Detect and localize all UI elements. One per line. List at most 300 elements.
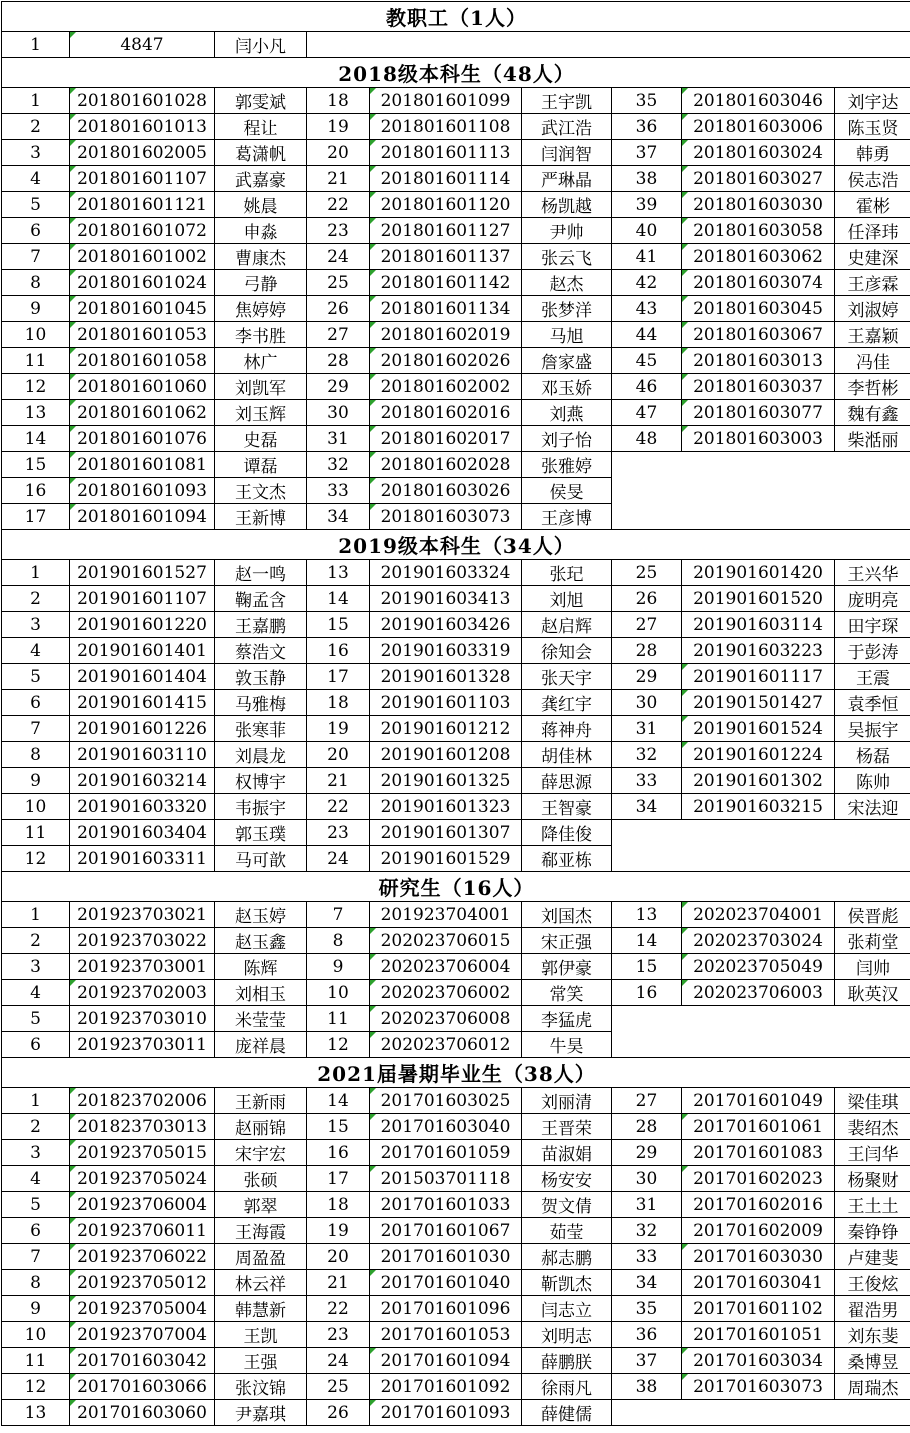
index-cell[interactable]: 47	[612, 400, 682, 426]
id-cell[interactable]: 201801601076	[70, 426, 215, 452]
index-cell[interactable]: 3	[2, 1140, 70, 1166]
index-cell[interactable]: 26	[307, 296, 370, 322]
index-cell[interactable]: 39	[612, 192, 682, 218]
index-cell[interactable]: 15	[307, 1114, 370, 1140]
id-cell[interactable]: 201801601013	[70, 114, 215, 140]
index-cell[interactable]: 37	[612, 140, 682, 166]
name-cell[interactable]: 庞祥晨	[215, 1032, 307, 1058]
id-cell[interactable]: 201701602016	[682, 1192, 835, 1218]
index-cell[interactable]: 7	[2, 716, 70, 742]
index-cell[interactable]: 31	[307, 426, 370, 452]
id-cell[interactable]: 201801601028	[70, 88, 215, 114]
name-cell[interactable]: 赵一鸣	[215, 560, 307, 586]
name-cell[interactable]: 柴湉丽	[835, 426, 910, 452]
name-cell[interactable]: 申淼	[215, 218, 307, 244]
name-cell[interactable]: 张玘	[522, 560, 612, 586]
name-cell[interactable]: 翟浩男	[835, 1296, 910, 1322]
id-cell[interactable]: 201701601051	[682, 1322, 835, 1348]
index-cell[interactable]: 21	[307, 166, 370, 192]
id-cell[interactable]: 202023703024	[682, 928, 835, 954]
name-cell[interactable]: 郝志鹏	[522, 1244, 612, 1270]
id-cell[interactable]: 202023706015	[370, 928, 522, 954]
id-cell[interactable]: 201801601121	[70, 192, 215, 218]
index-cell[interactable]: 32	[307, 452, 370, 478]
id-cell[interactable]: 201901601208	[370, 742, 522, 768]
name-cell[interactable]: 陈辉	[215, 954, 307, 980]
id-cell[interactable]: 201801601108	[370, 114, 522, 140]
id-cell[interactable]: 201901603426	[370, 612, 522, 638]
index-cell[interactable]: 1	[2, 88, 70, 114]
name-cell[interactable]: 赵玉鑫	[215, 928, 307, 954]
index-cell[interactable]: 29	[612, 664, 682, 690]
name-cell[interactable]: 马雅梅	[215, 690, 307, 716]
name-cell[interactable]: 龚红宇	[522, 690, 612, 716]
empty-cell[interactable]	[307, 32, 910, 58]
id-cell[interactable]: 201823703013	[70, 1114, 215, 1140]
name-cell[interactable]: 刘玉辉	[215, 400, 307, 426]
index-cell[interactable]: 1	[2, 902, 70, 928]
id-cell[interactable]: 202023706002	[370, 980, 522, 1006]
index-cell[interactable]: 2	[2, 586, 70, 612]
id-cell[interactable]: 201701601094	[370, 1348, 522, 1374]
index-cell[interactable]: 42	[612, 270, 682, 296]
name-cell[interactable]: 郭雯斌	[215, 88, 307, 114]
id-cell[interactable]: 201823702006	[70, 1088, 215, 1114]
name-cell[interactable]: 徐知会	[522, 638, 612, 664]
name-cell[interactable]: 刘明志	[522, 1322, 612, 1348]
name-cell[interactable]: 闫小凡	[215, 32, 307, 58]
id-cell[interactable]: 201923703021	[70, 902, 215, 928]
index-cell[interactable]: 18	[307, 1192, 370, 1218]
index-cell[interactable]: 9	[307, 954, 370, 980]
id-cell[interactable]: 201801603077	[682, 400, 835, 426]
index-cell[interactable]: 22	[307, 1296, 370, 1322]
id-cell[interactable]: 201801601024	[70, 270, 215, 296]
name-cell[interactable]: 侯志浩	[835, 166, 910, 192]
index-cell[interactable]: 5	[2, 664, 70, 690]
name-cell[interactable]: 郭玉璞	[215, 820, 307, 846]
index-cell[interactable]: 10	[307, 980, 370, 1006]
name-cell[interactable]: 刘凯军	[215, 374, 307, 400]
name-cell[interactable]: 常笑	[522, 980, 612, 1006]
index-cell[interactable]: 10	[2, 1322, 70, 1348]
name-cell[interactable]: 韩勇	[835, 140, 910, 166]
id-cell[interactable]: 201701603025	[370, 1088, 522, 1114]
index-cell[interactable]: 10	[2, 794, 70, 820]
index-cell[interactable]: 5	[2, 192, 70, 218]
index-cell[interactable]: 17	[307, 664, 370, 690]
id-cell[interactable]: 201701602009	[682, 1218, 835, 1244]
id-cell[interactable]: 201801603030	[682, 192, 835, 218]
id-cell[interactable]: 201701601033	[370, 1192, 522, 1218]
id-cell[interactable]: 201801601113	[370, 140, 522, 166]
index-cell[interactable]: 11	[2, 1348, 70, 1374]
name-cell[interactable]: 刘丽清	[522, 1088, 612, 1114]
name-cell[interactable]: 耿英汉	[835, 980, 910, 1006]
id-cell[interactable]: 201801601045	[70, 296, 215, 322]
index-cell[interactable]: 8	[2, 1270, 70, 1296]
name-cell[interactable]: 郭伊豪	[522, 954, 612, 980]
index-cell[interactable]: 24	[307, 244, 370, 270]
index-cell[interactable]: 3	[2, 954, 70, 980]
id-cell[interactable]: 201801601134	[370, 296, 522, 322]
name-cell[interactable]: 霍彬	[835, 192, 910, 218]
name-cell[interactable]: 宋正强	[522, 928, 612, 954]
name-cell[interactable]: 王闫华	[835, 1140, 910, 1166]
name-cell[interactable]: 刘东斐	[835, 1322, 910, 1348]
index-cell[interactable]: 19	[307, 1218, 370, 1244]
index-cell[interactable]: 9	[2, 296, 70, 322]
id-cell[interactable]: 201901601328	[370, 664, 522, 690]
id-cell[interactable]: 201701601053	[370, 1322, 522, 1348]
name-cell[interactable]: 刘旭	[522, 586, 612, 612]
id-cell[interactable]: 201801601137	[370, 244, 522, 270]
index-cell[interactable]: 30	[612, 1166, 682, 1192]
empty-cell[interactable]	[612, 1006, 910, 1058]
id-cell[interactable]: 201701603073	[682, 1374, 835, 1400]
index-cell[interactable]: 14	[2, 426, 70, 452]
index-cell[interactable]: 17	[2, 504, 70, 530]
id-cell[interactable]: 201801603024	[682, 140, 835, 166]
name-cell[interactable]: 闫志立	[522, 1296, 612, 1322]
name-cell[interactable]: 周瑞杰	[835, 1374, 910, 1400]
index-cell[interactable]: 11	[2, 348, 70, 374]
id-cell[interactable]: 201901603324	[370, 560, 522, 586]
id-cell[interactable]: 201701601083	[682, 1140, 835, 1166]
name-cell[interactable]: 李哲彬	[835, 374, 910, 400]
name-cell[interactable]: 裴绍杰	[835, 1114, 910, 1140]
id-cell[interactable]: 4847	[70, 32, 215, 58]
name-cell[interactable]: 赵丽锦	[215, 1114, 307, 1140]
id-cell[interactable]: 201901601520	[682, 586, 835, 612]
index-cell[interactable]: 15	[307, 612, 370, 638]
name-cell[interactable]: 王新雨	[215, 1088, 307, 1114]
name-cell[interactable]: 张寒菲	[215, 716, 307, 742]
id-cell[interactable]: 201901501427	[682, 690, 835, 716]
index-cell[interactable]: 25	[307, 1374, 370, 1400]
index-cell[interactable]: 16	[612, 980, 682, 1006]
id-cell[interactable]: 201801603067	[682, 322, 835, 348]
index-cell[interactable]: 24	[307, 846, 370, 872]
name-cell[interactable]: 张汶锦	[215, 1374, 307, 1400]
id-cell[interactable]: 201801603046	[682, 88, 835, 114]
id-cell[interactable]: 201901603413	[370, 586, 522, 612]
id-cell[interactable]: 201801601114	[370, 166, 522, 192]
index-cell[interactable]: 7	[2, 1244, 70, 1270]
id-cell[interactable]: 201701601061	[682, 1114, 835, 1140]
id-cell[interactable]: 202023705049	[682, 954, 835, 980]
section-header[interactable]: 2019级本科生（34人）	[2, 530, 910, 560]
name-cell[interactable]: 茹莹	[522, 1218, 612, 1244]
index-cell[interactable]: 15	[2, 452, 70, 478]
index-cell[interactable]: 25	[612, 560, 682, 586]
index-cell[interactable]: 34	[307, 504, 370, 530]
empty-cell[interactable]	[612, 820, 910, 872]
name-cell[interactable]: 米莹莹	[215, 1006, 307, 1032]
name-cell[interactable]: 尹嘉琪	[215, 1400, 307, 1426]
index-cell[interactable]: 18	[307, 690, 370, 716]
name-cell[interactable]: 王俊炫	[835, 1270, 910, 1296]
id-cell[interactable]: 201923707004	[70, 1322, 215, 1348]
id-cell[interactable]: 201923705015	[70, 1140, 215, 1166]
name-cell[interactable]: 袁季恒	[835, 690, 910, 716]
id-cell[interactable]: 201923705004	[70, 1296, 215, 1322]
index-cell[interactable]: 9	[2, 768, 70, 794]
id-cell[interactable]: 201923703001	[70, 954, 215, 980]
index-cell[interactable]: 12	[2, 374, 70, 400]
index-cell[interactable]: 35	[612, 1296, 682, 1322]
index-cell[interactable]: 13	[307, 560, 370, 586]
id-cell[interactable]: 201901603319	[370, 638, 522, 664]
id-cell[interactable]: 201901601103	[370, 690, 522, 716]
name-cell[interactable]: 秦铮铮	[835, 1218, 910, 1244]
index-cell[interactable]: 36	[612, 114, 682, 140]
index-cell[interactable]: 2	[2, 928, 70, 954]
index-cell[interactable]: 1	[2, 560, 70, 586]
name-cell[interactable]: 马旭	[522, 322, 612, 348]
index-cell[interactable]: 38	[612, 1374, 682, 1400]
index-cell[interactable]: 4	[2, 166, 70, 192]
id-cell[interactable]: 201901601325	[370, 768, 522, 794]
name-cell[interactable]: 刘晨龙	[215, 742, 307, 768]
id-cell[interactable]: 201923706022	[70, 1244, 215, 1270]
name-cell[interactable]: 侯晋彪	[835, 902, 910, 928]
index-cell[interactable]: 28	[612, 638, 682, 664]
index-cell[interactable]: 33	[612, 1244, 682, 1270]
id-cell[interactable]: 201901601401	[70, 638, 215, 664]
id-cell[interactable]: 201801601142	[370, 270, 522, 296]
name-cell[interactable]: 王海霞	[215, 1218, 307, 1244]
id-cell[interactable]: 201701603040	[370, 1114, 522, 1140]
index-cell[interactable]: 6	[2, 1032, 70, 1058]
index-cell[interactable]: 28	[307, 348, 370, 374]
name-cell[interactable]: 张梦洋	[522, 296, 612, 322]
id-cell[interactable]: 201901601117	[682, 664, 835, 690]
name-cell[interactable]: 曹康杰	[215, 244, 307, 270]
id-cell[interactable]: 201901603311	[70, 846, 215, 872]
index-cell[interactable]: 16	[307, 638, 370, 664]
index-cell[interactable]: 20	[307, 742, 370, 768]
index-cell[interactable]: 13	[612, 902, 682, 928]
name-cell[interactable]: 于彭涛	[835, 638, 910, 664]
name-cell[interactable]: 薛鹏朕	[522, 1348, 612, 1374]
name-cell[interactable]: 梁佳琪	[835, 1088, 910, 1114]
index-cell[interactable]: 36	[612, 1322, 682, 1348]
index-cell[interactable]: 4	[2, 638, 70, 664]
name-cell[interactable]: 冯佳	[835, 348, 910, 374]
index-cell[interactable]: 11	[2, 820, 70, 846]
index-cell[interactable]: 21	[307, 1270, 370, 1296]
index-cell[interactable]: 32	[612, 1218, 682, 1244]
index-cell[interactable]: 5	[2, 1006, 70, 1032]
name-cell[interactable]: 张雅婷	[522, 452, 612, 478]
name-cell[interactable]: 史建深	[835, 244, 910, 270]
name-cell[interactable]: 侯旻	[522, 478, 612, 504]
index-cell[interactable]: 6	[2, 1218, 70, 1244]
index-cell[interactable]: 3	[2, 140, 70, 166]
index-cell[interactable]: 16	[2, 478, 70, 504]
id-cell[interactable]: 201901601302	[682, 768, 835, 794]
id-cell[interactable]: 201801602028	[370, 452, 522, 478]
name-cell[interactable]: 刘淑婷	[835, 296, 910, 322]
name-cell[interactable]: 张天宇	[522, 664, 612, 690]
name-cell[interactable]: 史磊	[215, 426, 307, 452]
id-cell[interactable]: 201801603026	[370, 478, 522, 504]
name-cell[interactable]: 赵启辉	[522, 612, 612, 638]
index-cell[interactable]: 19	[307, 114, 370, 140]
name-cell[interactable]: 杨安安	[522, 1166, 612, 1192]
name-cell[interactable]: 王凯	[215, 1322, 307, 1348]
id-cell[interactable]: 202023706003	[682, 980, 835, 1006]
section-header[interactable]: 教职工（1人）	[2, 2, 910, 32]
id-cell[interactable]: 201901601415	[70, 690, 215, 716]
id-cell[interactable]: 201503701118	[370, 1166, 522, 1192]
index-cell[interactable]: 20	[307, 1244, 370, 1270]
id-cell[interactable]: 201801603013	[682, 348, 835, 374]
index-cell[interactable]: 4	[2, 980, 70, 1006]
id-cell[interactable]: 201701603042	[70, 1348, 215, 1374]
name-cell[interactable]: 卢建斐	[835, 1244, 910, 1270]
id-cell[interactable]: 201801601099	[370, 88, 522, 114]
index-cell[interactable]: 27	[307, 322, 370, 348]
name-cell[interactable]: 苗淑娟	[522, 1140, 612, 1166]
name-cell[interactable]: 王宇凯	[522, 88, 612, 114]
index-cell[interactable]: 38	[612, 166, 682, 192]
index-cell[interactable]: 4	[2, 1166, 70, 1192]
index-cell[interactable]: 12	[307, 1032, 370, 1058]
index-cell[interactable]: 26	[307, 1400, 370, 1426]
id-cell[interactable]: 201701603041	[682, 1270, 835, 1296]
id-cell[interactable]: 201701601059	[370, 1140, 522, 1166]
id-cell[interactable]: 201701603030	[682, 1244, 835, 1270]
index-cell[interactable]: 1	[2, 1088, 70, 1114]
index-cell[interactable]: 48	[612, 426, 682, 452]
id-cell[interactable]: 201801602016	[370, 400, 522, 426]
index-cell[interactable]: 15	[612, 954, 682, 980]
name-cell[interactable]: 任泽玮	[835, 218, 910, 244]
id-cell[interactable]: 201901601226	[70, 716, 215, 742]
name-cell[interactable]: 焦婷婷	[215, 296, 307, 322]
name-cell[interactable]: 庞明亮	[835, 586, 910, 612]
name-cell[interactable]: 武江浩	[522, 114, 612, 140]
id-cell[interactable]: 201801602002	[370, 374, 522, 400]
index-cell[interactable]: 6	[2, 690, 70, 716]
id-cell[interactable]: 201801601062	[70, 400, 215, 426]
name-cell[interactable]: 张云飞	[522, 244, 612, 270]
index-cell[interactable]: 20	[307, 140, 370, 166]
id-cell[interactable]: 201801602005	[70, 140, 215, 166]
id-cell[interactable]: 202023706008	[370, 1006, 522, 1032]
name-cell[interactable]: 降佳俊	[522, 820, 612, 846]
name-cell[interactable]: 王土土	[835, 1192, 910, 1218]
name-cell[interactable]: 姚晨	[215, 192, 307, 218]
id-cell[interactable]: 201901601212	[370, 716, 522, 742]
name-cell[interactable]: 蔡浩文	[215, 638, 307, 664]
index-cell[interactable]: 14	[612, 928, 682, 954]
name-cell[interactable]: 赵杰	[522, 270, 612, 296]
id-cell[interactable]: 201901601307	[370, 820, 522, 846]
id-cell[interactable]: 201901603214	[70, 768, 215, 794]
id-cell[interactable]: 201801601120	[370, 192, 522, 218]
index-cell[interactable]: 41	[612, 244, 682, 270]
name-cell[interactable]: 王震	[835, 664, 910, 690]
index-cell[interactable]: 35	[612, 88, 682, 114]
name-cell[interactable]: 杨聚财	[835, 1166, 910, 1192]
index-cell[interactable]: 34	[612, 794, 682, 820]
id-cell[interactable]: 201801601093	[70, 478, 215, 504]
name-cell[interactable]: 王文杰	[215, 478, 307, 504]
index-cell[interactable]: 8	[2, 742, 70, 768]
id-cell[interactable]: 201701601030	[370, 1244, 522, 1270]
name-cell[interactable]: 刘相玉	[215, 980, 307, 1006]
id-cell[interactable]: 202023706004	[370, 954, 522, 980]
name-cell[interactable]: 鞠孟含	[215, 586, 307, 612]
index-cell[interactable]: 32	[612, 742, 682, 768]
id-cell[interactable]: 201801602017	[370, 426, 522, 452]
id-cell[interactable]: 201701601102	[682, 1296, 835, 1322]
name-cell[interactable]: 李书胜	[215, 322, 307, 348]
index-cell[interactable]: 37	[612, 1348, 682, 1374]
index-cell[interactable]: 12	[2, 846, 70, 872]
name-cell[interactable]: 刘宇达	[835, 88, 910, 114]
id-cell[interactable]: 201701601067	[370, 1218, 522, 1244]
name-cell[interactable]: 林云祥	[215, 1270, 307, 1296]
index-cell[interactable]: 23	[307, 820, 370, 846]
id-cell[interactable]: 201701601092	[370, 1374, 522, 1400]
index-cell[interactable]: 13	[2, 1400, 70, 1426]
name-cell[interactable]: 贺文倩	[522, 1192, 612, 1218]
id-cell[interactable]: 201901603114	[682, 612, 835, 638]
id-cell[interactable]: 201801603073	[370, 504, 522, 530]
id-cell[interactable]: 201923706004	[70, 1192, 215, 1218]
index-cell[interactable]: 33	[307, 478, 370, 504]
index-cell[interactable]: 10	[2, 322, 70, 348]
id-cell[interactable]: 201901601220	[70, 612, 215, 638]
id-cell[interactable]: 201923706011	[70, 1218, 215, 1244]
index-cell[interactable]: 43	[612, 296, 682, 322]
index-cell[interactable]: 31	[612, 716, 682, 742]
id-cell[interactable]: 201801603045	[682, 296, 835, 322]
name-cell[interactable]: 马可歆	[215, 846, 307, 872]
index-cell[interactable]: 2	[2, 114, 70, 140]
name-cell[interactable]: 闫帅	[835, 954, 910, 980]
name-cell[interactable]: 闫润智	[522, 140, 612, 166]
index-cell[interactable]: 8	[307, 928, 370, 954]
empty-cell[interactable]	[612, 1400, 910, 1426]
name-cell[interactable]: 郭翠	[215, 1192, 307, 1218]
name-cell[interactable]: 陈帅	[835, 768, 910, 794]
id-cell[interactable]: 201801601072	[70, 218, 215, 244]
name-cell[interactable]: 严琳晶	[522, 166, 612, 192]
index-cell[interactable]: 27	[612, 1088, 682, 1114]
id-cell[interactable]: 201901603110	[70, 742, 215, 768]
id-cell[interactable]: 201701603060	[70, 1400, 215, 1426]
id-cell[interactable]: 201801602019	[370, 322, 522, 348]
name-cell[interactable]: 王晋荣	[522, 1114, 612, 1140]
index-cell[interactable]: 2	[2, 1114, 70, 1140]
id-cell[interactable]: 201923705012	[70, 1270, 215, 1296]
index-cell[interactable]: 30	[612, 690, 682, 716]
index-cell[interactable]: 16	[307, 1140, 370, 1166]
index-cell[interactable]: 44	[612, 322, 682, 348]
id-cell[interactable]: 201701603034	[682, 1348, 835, 1374]
index-cell[interactable]: 22	[307, 192, 370, 218]
index-cell[interactable]: 33	[612, 768, 682, 794]
name-cell[interactable]: 弓静	[215, 270, 307, 296]
name-cell[interactable]: 武嘉豪	[215, 166, 307, 192]
name-cell[interactable]: 桑博昱	[835, 1348, 910, 1374]
id-cell[interactable]: 201801602026	[370, 348, 522, 374]
